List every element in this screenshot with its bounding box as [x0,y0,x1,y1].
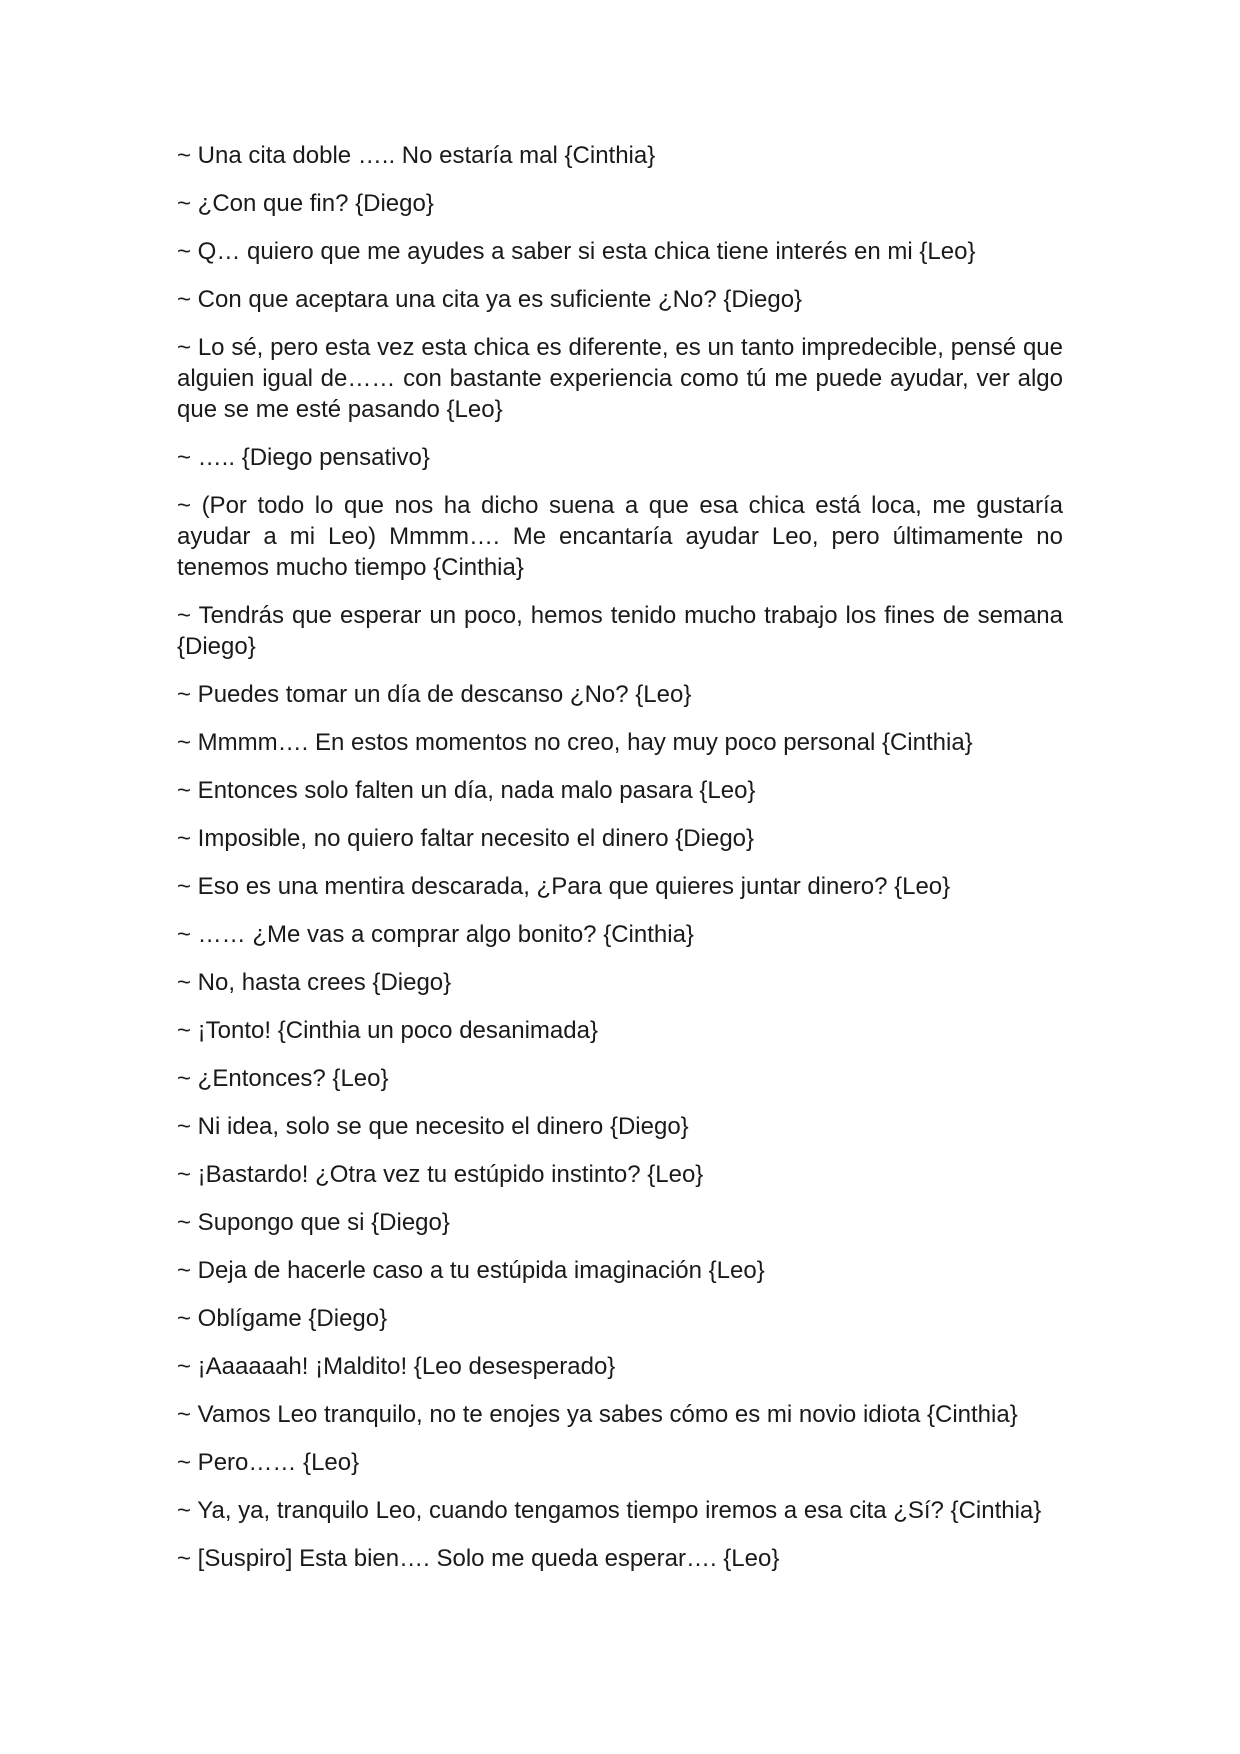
dialogue-line: ~ Ni idea, solo se que necesito el dinero {Diego} [177,1113,689,1140]
dialogue-line: ~ ¡Bastardo! ¿Otra vez tu estúpido instinto? {Leo} [177,1161,704,1188]
dialogue-line: ~ ¡Aaaaaah! ¡Maldito! {Leo desesperado} [177,1353,616,1380]
dialogue-line: ~ Con que aceptara una cita ya es suficiente ¿No? {Diego} [177,286,803,313]
dialogue-line: ~ …… ¿Me vas a comprar algo bonito? {Cinthia} [177,921,694,948]
dialogue-line: ~ Tendrás que esperar un poco, hemos tenido mucho trabajo los fines de semana {Diego} [177,602,1063,660]
dialogue-line: ~ Ya, ya, tranquilo Leo, cuando tengamos tiempo iremos a esa cita ¿Sí? {Cinthia} [177,1497,1042,1524]
dialogue-line: ~ Puedes tomar un día de descanso ¿No? {Leo} [177,681,692,708]
dialogue-line: ~ Lo sé, pero esta vez esta chica es diferente, es un tanto impredecible, pensé que alguien igual de…… con bastante experiencia como tú me puede ayudar, ver algo que se me esté pasando {Leo} [177,334,1063,423]
dialogue-line: ~ Eso es una mentira descarada, ¿Para que quieres juntar dinero? {Leo} [177,873,951,900]
dialogue-line: ~ ….. {Diego pensativo} [177,444,430,471]
dialogue-line: ~ Pero…… {Leo} [177,1449,360,1476]
dialogue-line: ~ ¡Tonto! {Cinthia un poco desanimada} [177,1017,598,1044]
dialogue-line: ~ Deja de hacerle caso a tu estúpida imaginación {Leo} [177,1257,765,1284]
dialogue-line: ~ Q… quiero que me ayudes a saber si esta chica tiene interés en mi {Leo} [177,238,976,265]
dialogue-line: ~ Oblígame {Diego} [177,1305,388,1332]
dialogue-line: ~ ¿Entonces? {Leo} [177,1065,389,1092]
dialogue-line: ~ [Suspiro] Esta bien…. Solo me queda esperar…. {Leo} [177,1545,780,1572]
dialogue-line: ~ ¿Con que fin? {Diego} [177,190,434,217]
dialogue-line: ~ Supongo que si {Diego} [177,1209,450,1236]
dialogue-line: ~ No, hasta crees {Diego} [177,969,452,996]
dialogue-body [177,140,1063,1591]
dialogue-line: ~ Entonces solo falten un día, nada malo pasara {Leo} [177,777,756,804]
dialogue-line: ~ Vamos Leo tranquilo, no te enojes ya sabes cómo es mi novio idiota {Cinthia} [177,1401,1018,1428]
dialogue-line: ~ Mmmm…. En estos momentos no creo, hay muy poco personal {Cinthia} [177,729,973,756]
dialogue-line: ~ (Por todo lo que nos ha dicho suena a que esa chica está loca, me gustaría ayudar a mi Leo) Mmmm…. Me encantaría ayudar Leo, pero últimamente no tenemos mucho tiempo {Cinthia} [177,492,1063,581]
dialogue-line: ~ Imposible, no quiero faltar necesito el dinero {Diego} [177,825,755,852]
dialogue-line: ~ Una cita doble ….. No estaría mal {Cinthia} [177,142,656,169]
